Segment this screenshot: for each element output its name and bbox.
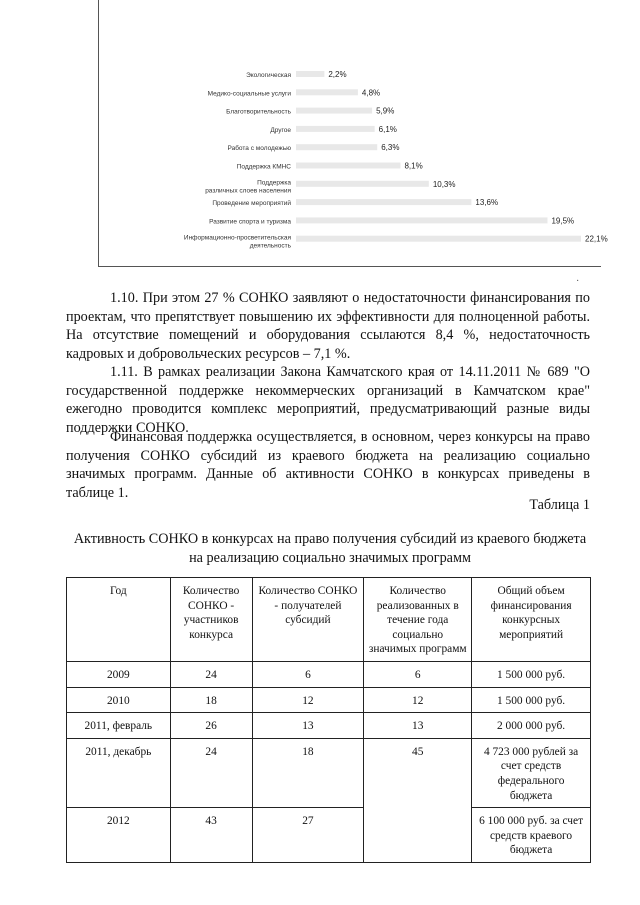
category-label: Экологическая (246, 72, 291, 79)
category-label: Медико-социальные услуги (207, 90, 291, 98)
cell-recipients: 27 (252, 808, 364, 863)
paragraph-1-10 (66, 289, 590, 363)
cell-year: 2011, февраль (67, 713, 171, 739)
cell-programs: 6 (364, 661, 472, 687)
cell-recipients: 18 (252, 738, 364, 807)
header-year: Год (67, 578, 171, 662)
value-label: 22,1% (585, 234, 608, 244)
cell-year: 2009 (67, 661, 171, 687)
table-caption: Таблица 1 (529, 497, 590, 513)
cell-programs: 12 (364, 687, 472, 713)
category-label: Поддержка различных слоев населения (205, 179, 291, 195)
category-label: Другое (270, 126, 291, 134)
cell-funding: 1 500 000 руб. (472, 661, 591, 687)
table-row (67, 738, 591, 807)
value-label: 4,8% (361, 88, 381, 98)
header-programs: Количество реализованных в течение года социально значимых программ (364, 578, 472, 662)
cell-programs: 13 (364, 713, 472, 739)
cell-year: 2010 (67, 687, 171, 713)
paragraph-1-11 (66, 363, 590, 437)
paragraph-1-10-text: 1.10. При этом 27 % СОНКО заявляют о недостаточности финансирования по проектам, что препятствует повышению их эффективности для полноценной работы. На отсутствие помещений и оборудования ссылаются 8,4 %, недостаточность кадровых и добровольческих ресурсов – 7,1 %. (66, 290, 590, 362)
category-label: Работа с молодежью (227, 145, 291, 153)
cell-participants: 26 (170, 713, 252, 739)
activity-table (66, 577, 591, 863)
bar (296, 163, 400, 169)
cell-funding: 1 500 000 руб. (472, 687, 591, 713)
cell-recipients: 12 (252, 687, 364, 713)
bar (296, 236, 581, 242)
bar-chart (99, 0, 608, 266)
paragraph-1-11-text: 1.11. В рамках реализации Закона Камчатского края от 14.11.2011 № 689 "О государственной поддержке некоммерческих организаций в Камчатском крае" ежегодно проводится комплекс мероприятий, предусматривающий разные виды поддержки СОНКО. (66, 364, 590, 436)
cell-year: 2012 (67, 808, 171, 863)
chart-fragment (98, 0, 608, 267)
cell-participants: 18 (170, 687, 252, 713)
header-participants: Количество СОНКО - участников конкурса (170, 578, 252, 662)
bar (296, 126, 375, 132)
table-row (67, 713, 591, 739)
bar (296, 181, 429, 187)
bar (296, 199, 471, 205)
bar (296, 71, 324, 77)
bar (296, 89, 358, 95)
header-recipients: Количество СОНКО - получателей субсидий (252, 578, 364, 662)
category-label: Информационно-просветительская деятельность (183, 234, 291, 250)
cell-year: 2011, декабрь (67, 738, 171, 807)
category-label: Благотворительность (226, 108, 291, 116)
cell-funding: 6 100 000 руб. за счет средств краевого бюджета (472, 808, 591, 863)
category-label: Развитие спорта и туризма (209, 218, 291, 226)
table-row (67, 661, 591, 687)
cell-programs: 45 (364, 738, 472, 862)
table-row (67, 687, 591, 713)
category-label: Проведение мероприятий (212, 200, 291, 208)
scan-mark: · (576, 276, 580, 287)
value-label: 2,2% (328, 70, 347, 79)
category-label: Поддержка КМНС (236, 163, 291, 171)
value-label: 19,5% (551, 216, 575, 226)
table-header-row (67, 578, 591, 662)
value-label: 6,1% (378, 124, 397, 134)
value-label: 8,1% (404, 161, 423, 171)
table-title: Активность СОНКО в конкурсах на право получения субсидий из краевого бюджета на реализацию социально значимых программ (73, 531, 587, 566)
paragraph-financial (66, 428, 590, 502)
value-label: 13,6% (475, 198, 499, 208)
bar (296, 108, 372, 114)
value-label: 10,3% (432, 179, 456, 189)
table-row (67, 808, 591, 863)
cell-participants: 43 (170, 808, 252, 863)
value-label: 5,9% (376, 106, 395, 116)
header-funding: Общий объем финансирования конкурсных мероприятий (472, 578, 591, 662)
bar (296, 217, 547, 223)
cell-funding: 2 000 000 руб. (472, 713, 591, 739)
cell-participants: 24 (170, 738, 252, 807)
cell-recipients: 6 (252, 661, 364, 687)
value-label: 6,3% (381, 143, 400, 153)
paragraph-financial-text: Финансовая поддержка осуществляется, в основном, через конкурсы на право получения СОНКО субсидий из краевого бюджета на реализацию социально значимых программ. Данные об активности СОНКО в конкурсах приведены в таблице 1. (66, 429, 590, 501)
bar (296, 144, 377, 150)
cell-funding: 4 723 000 рублей за счет средств федерального бюджета (472, 738, 591, 807)
cell-participants: 24 (170, 661, 252, 687)
cell-recipients: 13 (252, 713, 364, 739)
